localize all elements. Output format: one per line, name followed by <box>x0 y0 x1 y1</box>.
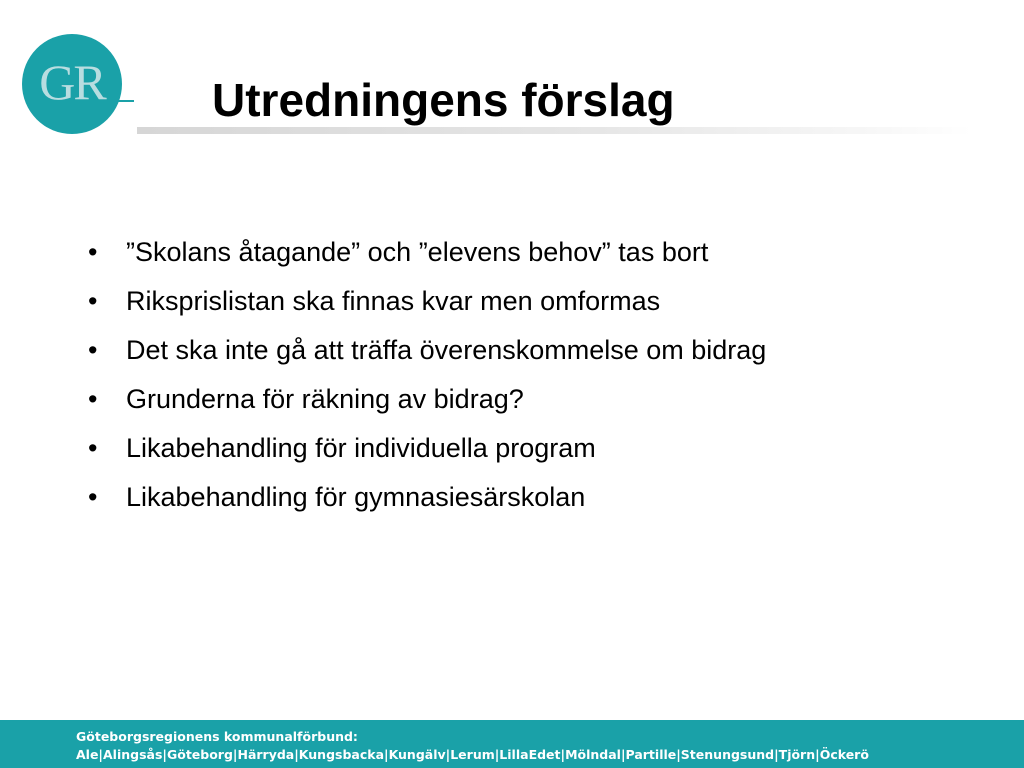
bullet-marker: • <box>88 433 98 463</box>
bullet-marker: • <box>88 335 98 365</box>
bullet-text: ”Skolans åtagande” och ”elevens behov” tas bort <box>126 237 709 267</box>
footer-municipalities: Ale|Alingsås|Göteborg|Härryda|Kungsbacka|Kungälv|Lerum|LillaEdet|Mölndal|Partille|Stenungsund|Tjörn|Öckerö <box>76 747 869 762</box>
bullet-item <box>82 228 766 277</box>
bullet-list <box>82 228 766 522</box>
footer-bar <box>0 720 1024 768</box>
bullet-item <box>82 473 766 522</box>
footer-organization: Göteborgsregionens kommunalförbund: <box>76 729 358 744</box>
slide-title: Utredningens förslag <box>212 74 675 126</box>
bullet-item <box>82 375 766 424</box>
bullet-text: Likabehandling för individuella program <box>126 433 596 463</box>
bullet-marker: • <box>88 482 98 512</box>
bullet-marker: • <box>88 384 98 414</box>
svg-text:GR: GR <box>39 54 105 110</box>
bullet-item <box>82 424 766 473</box>
bullet-text: Riksprislistan ska finnas kvar men omformas <box>126 286 661 316</box>
bullet-item <box>82 326 766 375</box>
bullet-item <box>82 277 766 326</box>
bullet-text: Likabehandling för gymnasiesärskolan <box>126 482 586 512</box>
bullet-text: Det ska inte gå att träffa överenskommelse om bidrag <box>126 335 767 365</box>
bullet-marker: • <box>88 286 98 316</box>
title-underline <box>137 127 972 134</box>
bullet-text: Grunderna för räkning av bidrag? <box>126 384 524 414</box>
bullet-marker: • <box>88 237 98 267</box>
gr-logo <box>20 32 140 138</box>
gr-logo-icon <box>20 32 140 138</box>
